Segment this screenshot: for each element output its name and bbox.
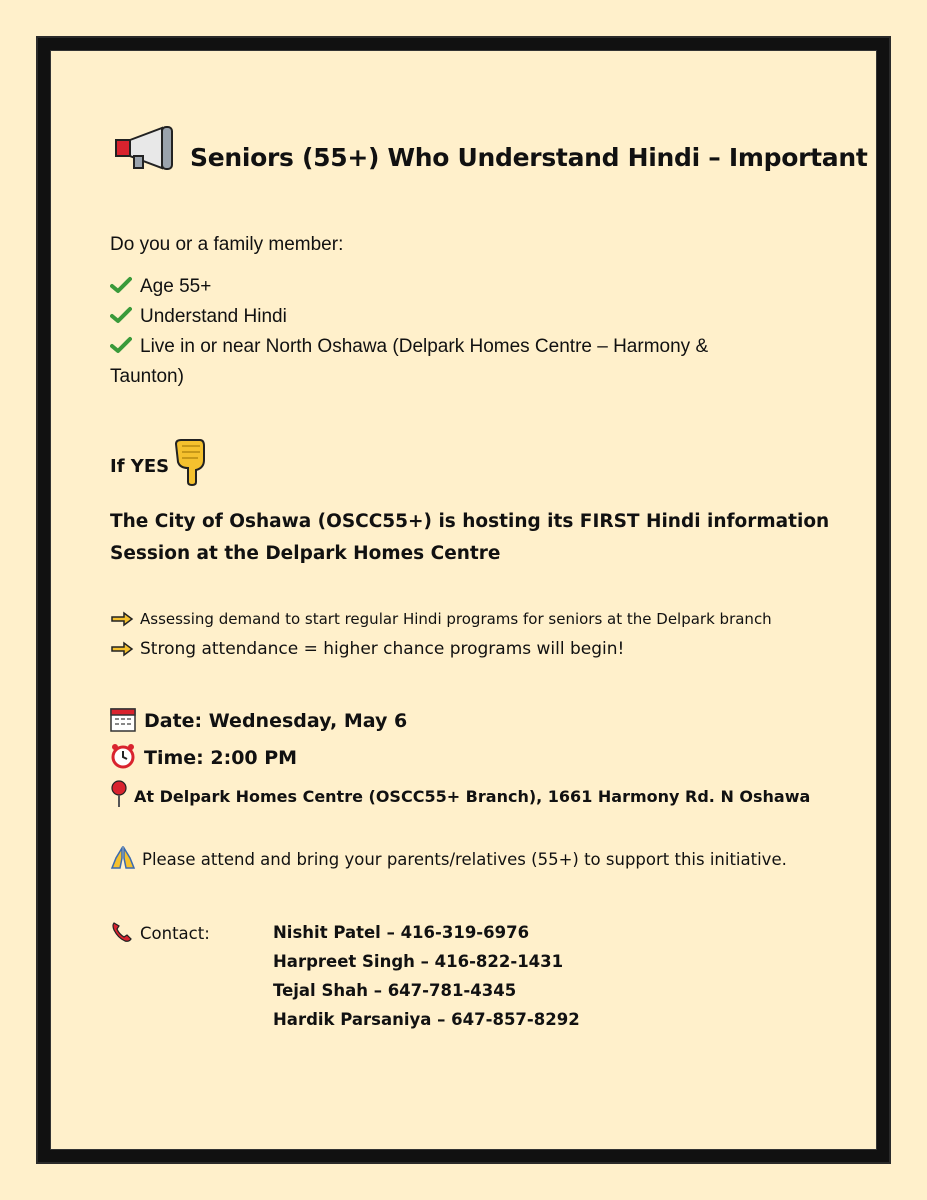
contact-label: Contact: — [110, 920, 210, 944]
if-yes-label: If YES — [110, 456, 170, 477]
folded-hands-icon — [110, 846, 136, 870]
list-item: Strong attendance = higher chance programs will begin! — [110, 634, 830, 664]
pointing-right-hand-icon — [110, 611, 134, 627]
event-location: At Delpark Homes Centre (OSCC55+ Branch), 1661 Harmony Rd. N Oshawa — [110, 780, 810, 808]
contact-entry: Hardik Parsaniya – 647-857-8292 — [273, 1010, 580, 1029]
points-list — [110, 604, 830, 664]
criteria-list — [110, 272, 810, 392]
list-item: Understand Hindi — [110, 302, 810, 332]
contacts-list — [273, 918, 580, 1034]
announcement: The City of Oshawa (OSCC55+) is hosting its FIRST Hindi information Session at the Delpark Homes Centre — [110, 511, 830, 564]
checkmark-icon — [110, 336, 132, 354]
contact-entry: Harpreet Singh – 416-822-1431 — [273, 952, 564, 971]
phone-icon — [110, 920, 134, 944]
list-item: Age 55+ — [110, 272, 810, 302]
round-pushpin-icon — [110, 780, 128, 808]
contact-entry: Tejal Shah – 647-781-4345 — [273, 981, 517, 1000]
event-date: Date: Wednesday, May 6 — [110, 706, 407, 732]
page-title: Seniors (55+) Who Understand Hindi – Important — [190, 143, 868, 172]
pointing-down-hand-icon — [172, 438, 208, 486]
pointing-right-hand-icon — [110, 641, 134, 657]
appeal: Please attend and bring your parents/relatives (55+) to support this initiative. — [110, 846, 787, 870]
list-item-continuation: Taunton) — [110, 366, 184, 387]
megaphone-icon — [112, 126, 178, 170]
checkmark-icon — [110, 276, 132, 294]
event-time: Time: 2:00 PM — [110, 743, 297, 769]
checkmark-icon — [110, 306, 132, 324]
list-item: Assessing demand to start regular Hindi programs for seniors at the Delpark branch — [110, 604, 830, 634]
alarm-clock-icon — [110, 743, 136, 769]
contact-entry: Nishit Patel – 416-319-6976 — [273, 923, 530, 942]
list-item: Live in or near North Oshawa (Delpark Homes Centre – Harmony & — [110, 332, 810, 362]
intro-text: Do you or a family member: — [110, 234, 344, 255]
calendar-icon — [110, 706, 136, 732]
